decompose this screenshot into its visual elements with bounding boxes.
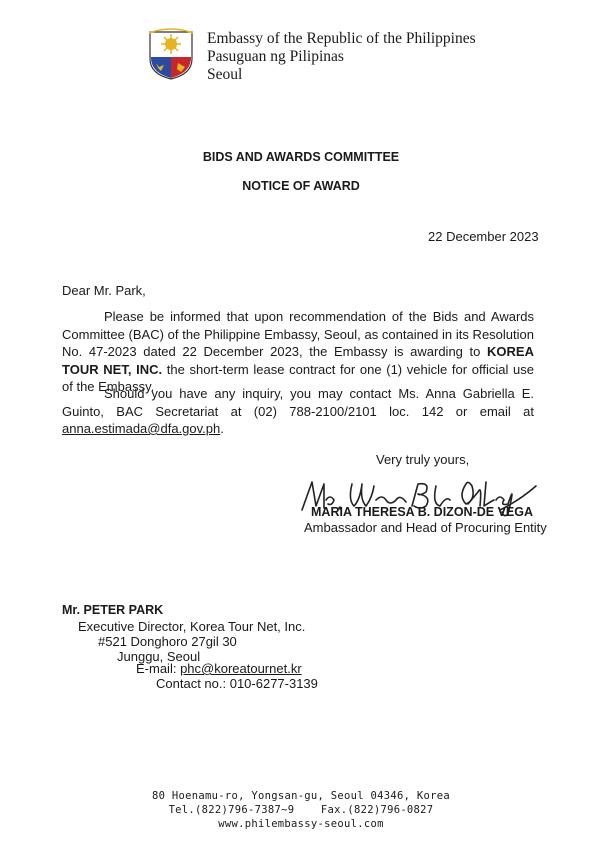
embassy-seal-logo	[147, 27, 195, 81]
footer-website[interactable]: www.philembassy-seoul.com	[218, 818, 384, 830]
addressee-contact: Contact no.: 010-6277-3139	[156, 676, 318, 691]
addressee-district: Junggu, Seoul	[117, 649, 201, 664]
footer-phone: Tel.(822)796-7387~9 Fax.(822)796-0827	[168, 804, 434, 816]
closing-line: Very truly yours,	[376, 452, 470, 467]
paragraph-1-text-end: the short-term lease contract for one (1) vehicle for official use of the Embassy.	[62, 361, 535, 394]
footer-address: 80 Hoenamu-ro, Yongsan-gu, Seoul 04346, Korea	[152, 790, 450, 802]
paragraph-2-text-end: .	[220, 421, 224, 436]
letterhead-line-2: Pasuguan ng Pilipinas	[207, 48, 344, 65]
paragraph-2-text: Should you have any inquiry, you may contact Ms. Anna Gabriella E. Guinto, BAC Secretariat at (02) 788-2100/2101 loc. 142 or email at	[62, 386, 534, 419]
committee-title: BIDS AND AWARDS COMMITTEE	[202, 150, 400, 164]
awardee-company: KOREA TOUR NET, INC.	[62, 344, 534, 377]
letter-date: 22 December 2023	[428, 229, 539, 244]
addressee-street: #521 Donghoro 27gil 30	[98, 634, 237, 649]
signer-title: Ambassador and Head of Procuring Entity	[304, 520, 547, 535]
addressee-name: Mr. PETER PARK	[62, 603, 164, 617]
salutation: Dear Mr. Park,	[62, 283, 146, 298]
body-paragraph-2	[62, 385, 534, 438]
body-paragraph-1	[62, 308, 534, 396]
signer-name: MARIA THERESA B. DIZON-DE VEGA	[311, 505, 533, 519]
contact-email-link[interactable]: anna.estimada@dfa.gov.ph	[62, 421, 221, 436]
letterhead-line-1: Embassy of the Republic of the Philippines	[207, 30, 476, 47]
addressee-email-link[interactable]: phc@koreatournet.kr	[180, 661, 302, 676]
notice-title: NOTICE OF AWARD	[242, 179, 360, 193]
paragraph-1-text: Please be informed that upon recommendation of the Bids and Awards Committee (BAC) of the Philippine Embassy, Seoul, as contained in its Resolution No. 47-2023 dated 22 December 2023, the Embassy is awarding to	[62, 309, 534, 359]
email-label: E-mail:	[136, 661, 181, 676]
addressee-email-line	[136, 661, 302, 676]
addressee-position: Executive Director, Korea Tour Net, Inc.	[78, 619, 306, 634]
letterhead-line-3: Seoul	[207, 66, 243, 83]
